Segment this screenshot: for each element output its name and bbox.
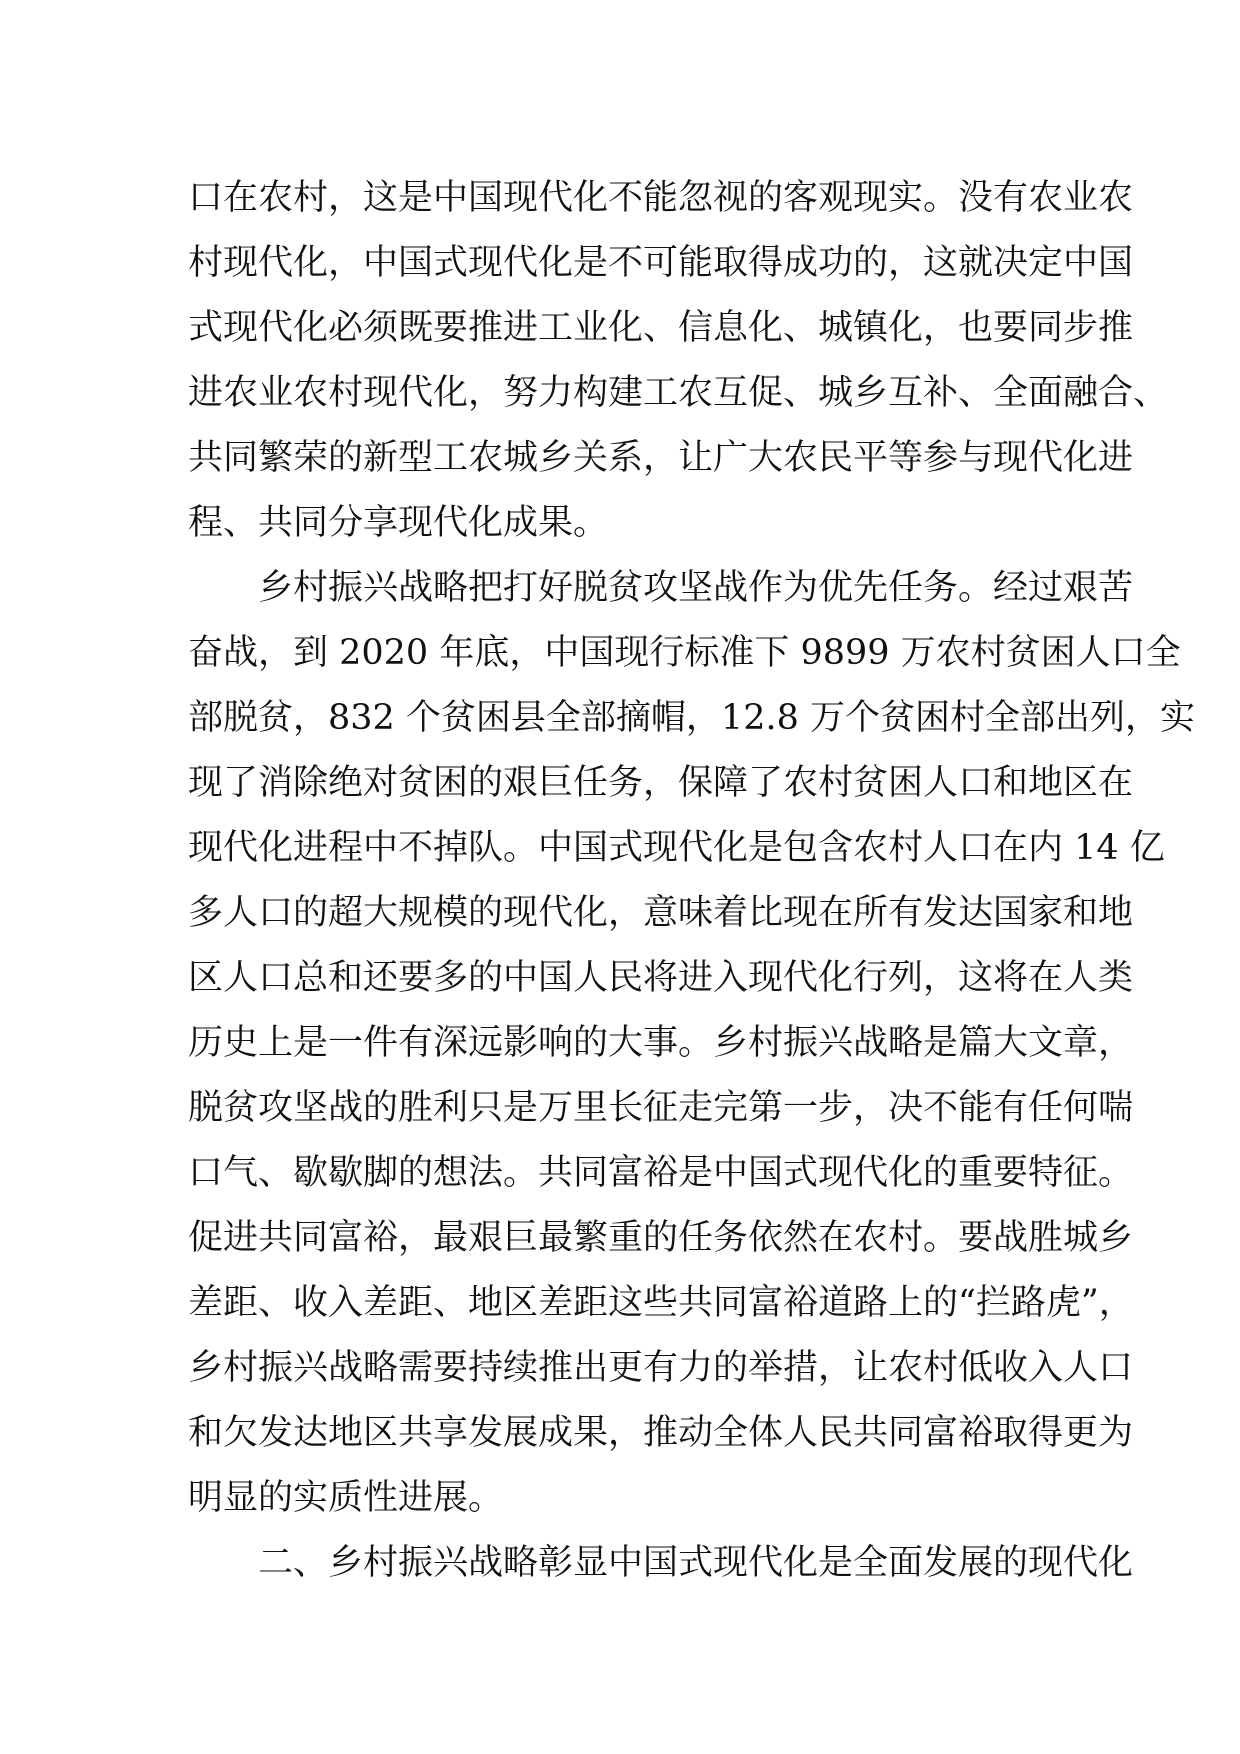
text-line: 乡村振兴战略把打好脱贫攻坚战作为优先任务。经过艰苦 (258, 568, 1134, 608)
text-line: 奋战，到 2020 年底，中国现行标准下 9899 万农村贫困人口全 (188, 633, 1181, 673)
text-line: 促进共同富裕，最艰巨最繁重的任务依然在农村。要战胜城乡 (188, 1218, 1134, 1258)
text-line: 现代化进程中不掉队。中国式现代化是包含农村人口在内 14 亿 (188, 828, 1165, 868)
text-line: 口气、歇歇脚的想法。共同富裕是中国式现代化的重要特征。 (188, 1153, 1134, 1193)
text-line: 村现代化，中国式现代化是不可能取得成功的，这就决定中国 (188, 243, 1134, 283)
text-line: 共同繁荣的新型工农城乡关系，让广大农民平等参与现代化进 (188, 438, 1134, 478)
text-line: 乡村振兴战略需要持续推出更有力的举措，让农村低收入人口 (188, 1348, 1134, 1388)
section-heading (188, 1531, 1134, 1596)
document-body (188, 166, 1195, 1596)
text-line: 式现代化必须既要推进工业化、信息化、城镇化，也要同步推 (188, 308, 1134, 348)
text-line: 口在农村，这是中国现代化不能忽视的客观现实。没有农业农 (188, 178, 1134, 218)
text-line: 历史上是一件有深远影响的大事。乡村振兴战略是篇大文章， (188, 1023, 1134, 1063)
text-line: 区人口总和还要多的中国人民将进入现代化行列，这将在人类 (188, 958, 1134, 998)
text-line: 多人口的超大规模的现代化，意味着比现在所有发达国家和地 (188, 893, 1134, 933)
text-line: 明显的实质性进展。 (188, 1478, 504, 1518)
text-line: 脱贫攻坚战的胜利只是万里长征走完第一步，决不能有任何喘 (188, 1088, 1134, 1128)
heading-line: 二、乡村振兴战略彰显中国式现代化是全面发展的现代化 (258, 1543, 1134, 1583)
text-line: 现了消除绝对贫困的艰巨任务，保障了农村贫困人口和地区在 (188, 763, 1134, 803)
text-line: 程、共同分享现代化成果。 (188, 503, 609, 543)
text-line: 进农业农村现代化，努力构建工农互促、城乡互补、全面融合、 (188, 373, 1169, 413)
text-line: 差距、收入差距、地区差距这些共同富裕道路上的“拦路虎”， (188, 1283, 1134, 1323)
text-line: 和欠发达地区共享发展成果，推动全体人民共同富裕取得更为 (188, 1413, 1134, 1453)
text-line: 部脱贫，832 个贫困县全部摘帽，12.8 万个贫困村全部出列，实 (188, 698, 1195, 738)
paragraph (188, 556, 1195, 1531)
paragraph (188, 166, 1169, 556)
